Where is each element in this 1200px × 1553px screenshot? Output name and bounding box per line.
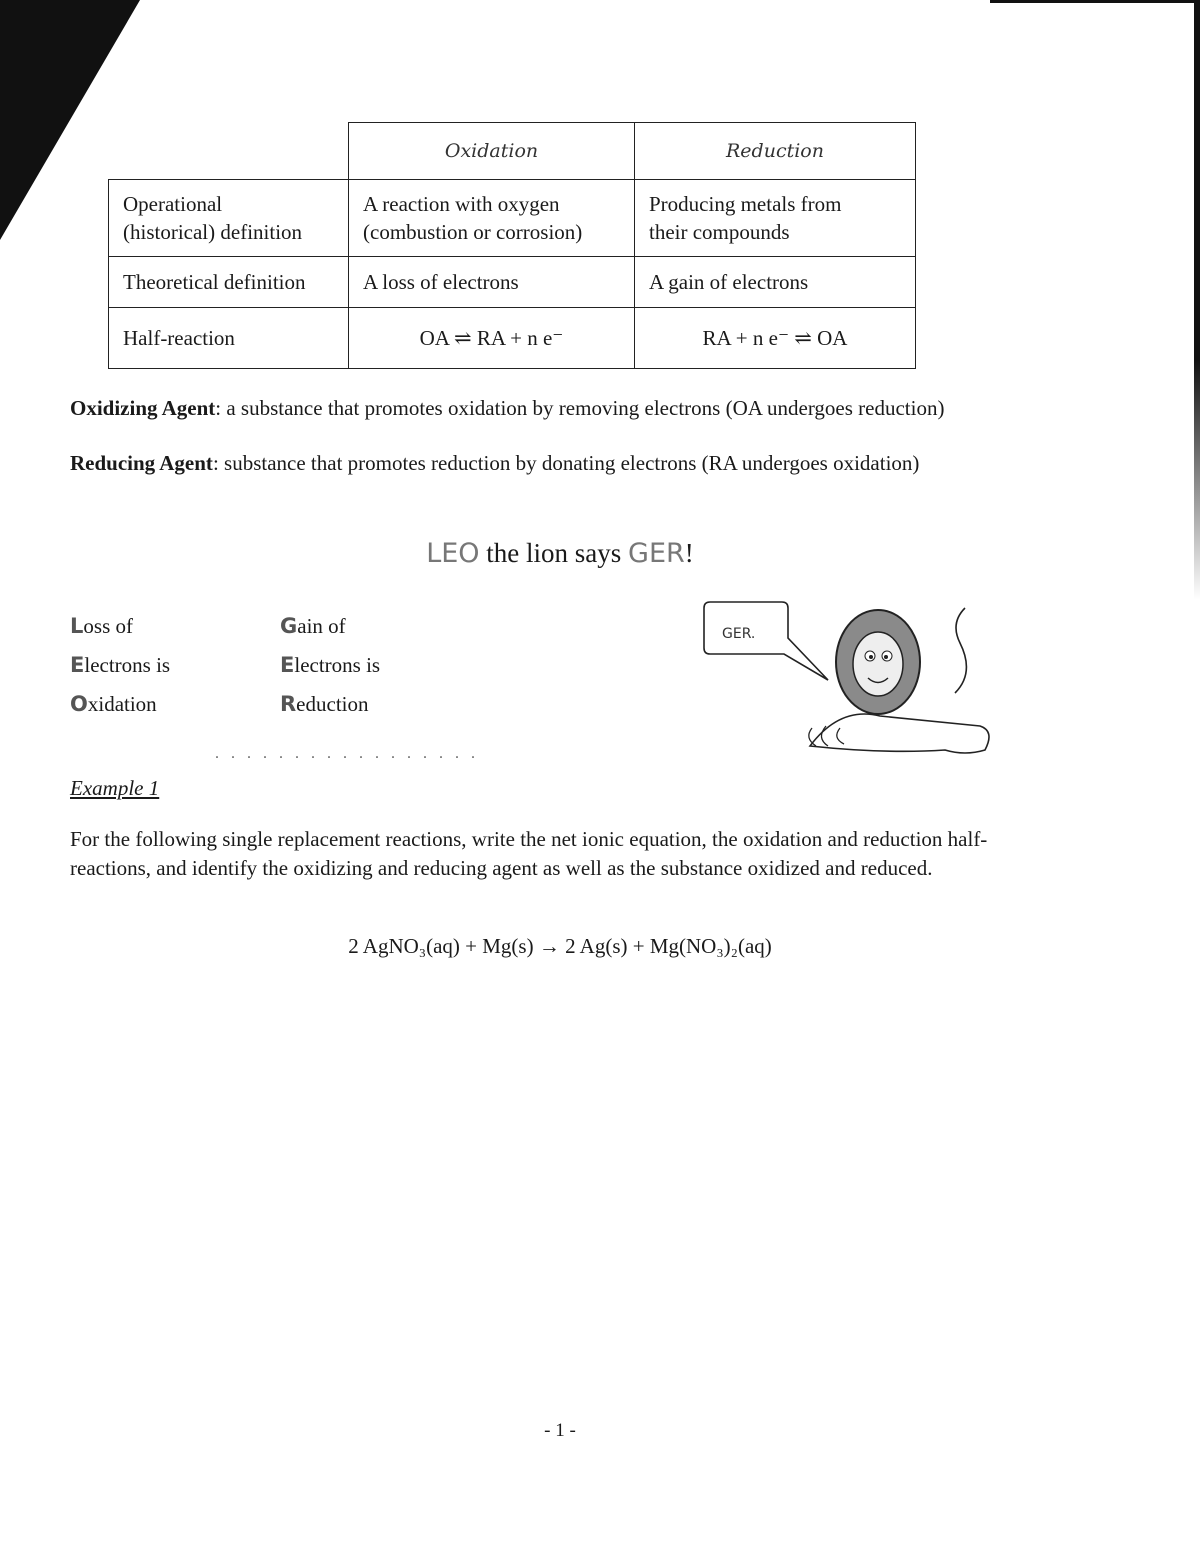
oxidation-half-reaction: OA ⇌ RA + n e⁻ <box>349 308 635 369</box>
reducing-agent-term: Reducing Agent <box>70 451 213 475</box>
table-header-row <box>109 123 916 180</box>
mnemonic-oxidation: Oxidation <box>70 692 157 716</box>
mnemonic-electrons-is-2: Electrons is <box>280 653 381 677</box>
lion-face <box>853 632 903 696</box>
redox-definitions-table <box>108 122 916 369</box>
mnemonic-gain-of: Gain of <box>280 614 346 638</box>
table-row-theoretical <box>109 257 916 308</box>
reduction-cell: Producing metals from their compounds <box>635 180 916 257</box>
example-equation: 2 AgNO₃(aq) + Mg(s) → 2 Ag(s) + Mg(NO₃)₂(aq) <box>348 934 772 958</box>
row-label: Operational (historical) definition <box>109 180 349 257</box>
speech-bubble-text: GER. <box>722 626 756 642</box>
reduction-cell: A gain of electrons <box>635 257 916 308</box>
oxidation-cell: A loss of electrons <box>349 257 635 308</box>
reducing-agent-definition: Reducing Agent: substance that promotes reduction by donating electrons (RA undergoes oxidation) <box>70 451 920 475</box>
reduction-half-reaction: RA + n e⁻ ⇌ OA <box>635 308 916 369</box>
table-row-half-reaction <box>109 308 916 369</box>
lion-illustration <box>700 598 1000 758</box>
oxidizing-agent-term: Oxidizing Agent <box>70 396 216 420</box>
row-label: Half-reaction <box>109 308 349 369</box>
header-reduction: Reduction <box>635 123 916 180</box>
page-number: - 1 - <box>544 1420 576 1441</box>
divider-dots: . . . . . . . . . . . . . . . . . <box>215 745 479 762</box>
oxidation-cell: A reaction with oxygen (combustion or corrosion) <box>349 180 635 257</box>
mnemonic-electrons-is: Electrons is <box>70 653 171 677</box>
mnemonic-reduction: Reduction <box>280 692 369 716</box>
row-label: Theoretical definition <box>109 257 349 308</box>
scan-edge-right <box>1194 0 1200 600</box>
example-instructions: For the following single replacement reactions, write the net ionic equation, the oxidation and reduction half-reactions, and identify the oxidizing and reducing agent as well as the substance oxidized and reduced. <box>70 827 988 880</box>
table-row-operational <box>109 180 916 257</box>
example-title: Example 1 <box>70 776 160 800</box>
mnemonic-loss-of: Loss of <box>70 614 133 638</box>
lion-tail <box>955 608 966 693</box>
leo-ger-slogan: LEO the lion says GER! <box>426 538 694 569</box>
header-oxidation: Oxidation <box>349 123 635 180</box>
oxidizing-agent-definition: Oxidizing Agent: a substance that promotes oxidation by removing electrons (OA undergoes reduction) <box>70 396 945 420</box>
scan-edge-top <box>990 0 1200 3</box>
table-corner-cell <box>109 123 349 180</box>
